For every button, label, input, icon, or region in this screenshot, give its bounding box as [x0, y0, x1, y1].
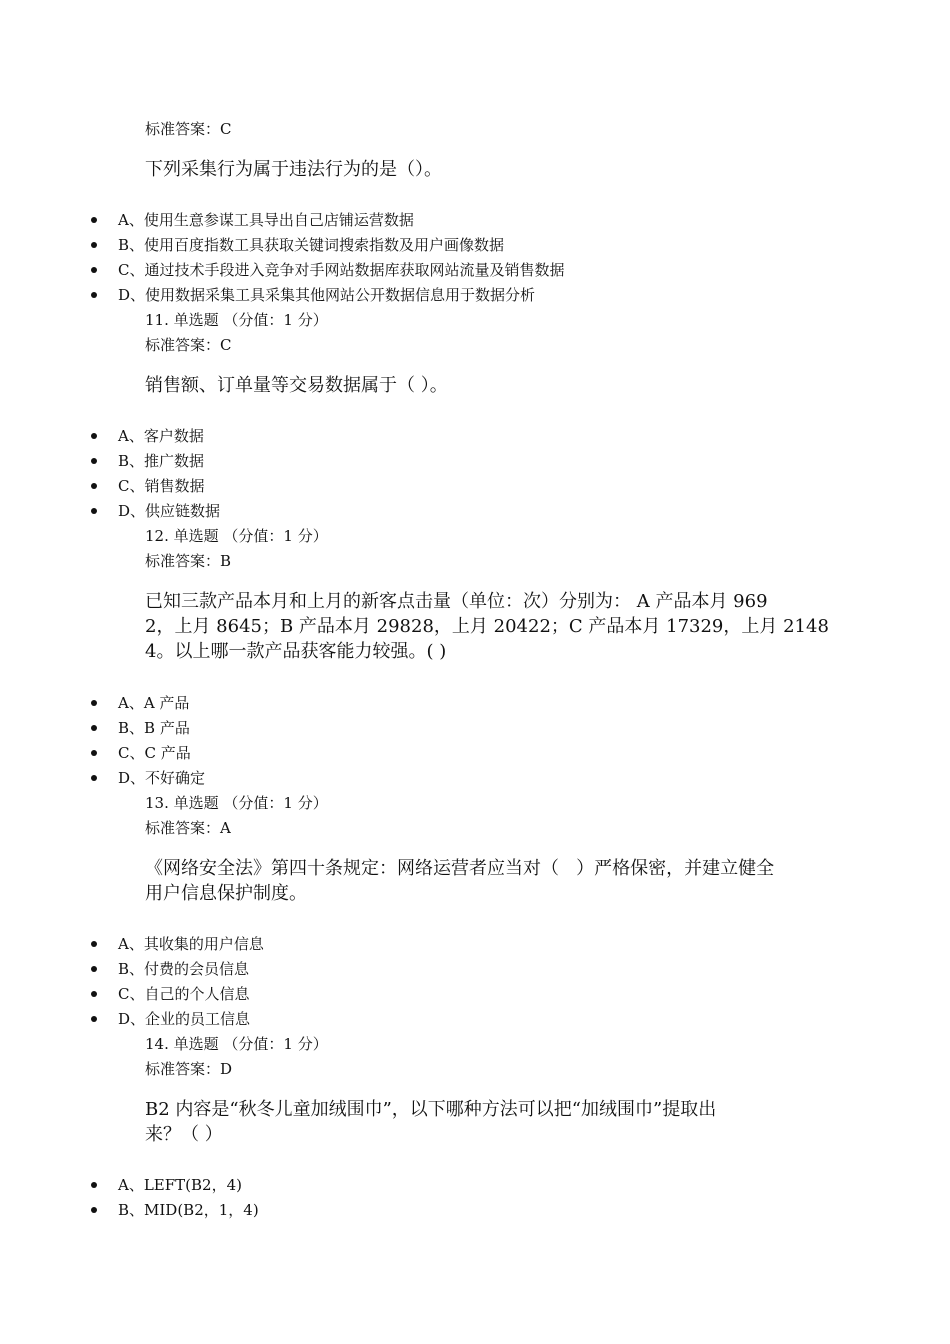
bullet-icon [91, 941, 97, 947]
bullet-icon [91, 966, 97, 972]
option-d: D、使用数据采集工具采集其他网站公开数据信息用于数据分析 [118, 286, 536, 304]
option-b: B、推广数据 [118, 452, 205, 470]
bullet-icon [91, 725, 97, 731]
option-d: D、供应链数据 [118, 502, 221, 520]
bullet-icon [91, 292, 97, 298]
question-text: 销售额、订单量等交易数据属于（ ）。 [145, 375, 448, 396]
question-text-line-1: 已知三款产品本月和上月的新客点击量（单位：次）分别为： A 产品本月 969 [145, 591, 768, 612]
option-d: D、不好确定 [118, 769, 206, 787]
question-header: 14. 单选题 （分值：1 分） [145, 1035, 328, 1053]
bullet-icon [91, 1207, 97, 1213]
bullet-icon [91, 700, 97, 706]
bullet-icon [91, 242, 97, 248]
bullet-icon [91, 1016, 97, 1022]
bullet-icon [91, 458, 97, 464]
option-c: C、C 产品 [118, 744, 191, 762]
standard-answer: 标准答案：C [145, 120, 232, 138]
question-text-line-3: 4。以上哪一款产品获客能力较强。( ) [145, 641, 447, 662]
standard-answer: 标准答案：B [145, 552, 232, 570]
bullet-icon [91, 508, 97, 514]
standard-answer: 标准答案：D [145, 1060, 233, 1078]
option-c: C、自己的个人信息 [118, 985, 250, 1003]
option-c: C、销售数据 [118, 477, 205, 495]
bullet-icon [91, 433, 97, 439]
question-header: 12. 单选题 （分值：1 分） [145, 527, 328, 545]
question-text-line-2: 2，上月 8645；B 产品本月 29828，上月 20422；C 产品本月 17329，上月 2148 [145, 616, 829, 637]
bullet-icon [91, 750, 97, 756]
option-b: B、使用百度指数工具获取关键词搜索指数及用户画像数据 [118, 236, 505, 254]
bullet-icon [91, 775, 97, 781]
option-b: B、付费的会员信息 [118, 960, 250, 978]
standard-answer: 标准答案：C [145, 336, 232, 354]
question-text-line-2: 来？（ ） [145, 1124, 223, 1145]
bullet-icon [91, 267, 97, 273]
question-header: 13. 单选题 （分值：1 分） [145, 794, 328, 812]
question-text-line-1: 《网络安全法》第四十条规定：网络运营者应当对（ ）严格保密，并建立健全 [145, 858, 775, 879]
option-c: C、通过技术手段进入竞争对手网站数据库获取网站流量及销售数据 [118, 261, 565, 279]
bullet-icon [91, 1182, 97, 1188]
option-b: B、B 产品 [118, 719, 190, 737]
option-a: A、LEFT(B2，4) [118, 1176, 242, 1194]
standard-answer: 标准答案：A [145, 819, 231, 837]
bullet-icon [91, 991, 97, 997]
option-b: B、MID(B2，1，4) [118, 1201, 259, 1219]
option-a: A、使用生意参谋工具导出自己店铺运营数据 [118, 211, 414, 229]
question-text-line-2: 用户信息保护制度。 [145, 883, 307, 904]
option-a: A、其收集的用户信息 [118, 935, 264, 953]
question-text-line-1: B2 内容是“秋冬儿童加绒围巾”，以下哪种方法可以把“加绒围巾”提取出 [145, 1099, 717, 1120]
question-text: 下列采集行为属于违法行为的是（）。 [145, 159, 442, 180]
option-a: A、A 产品 [118, 694, 190, 712]
bullet-icon [91, 217, 97, 223]
option-d: D、企业的员工信息 [118, 1010, 251, 1028]
bullet-icon [91, 483, 97, 489]
option-a: A、客户数据 [118, 427, 204, 445]
question-header: 11. 单选题 （分值：1 分） [145, 311, 328, 329]
